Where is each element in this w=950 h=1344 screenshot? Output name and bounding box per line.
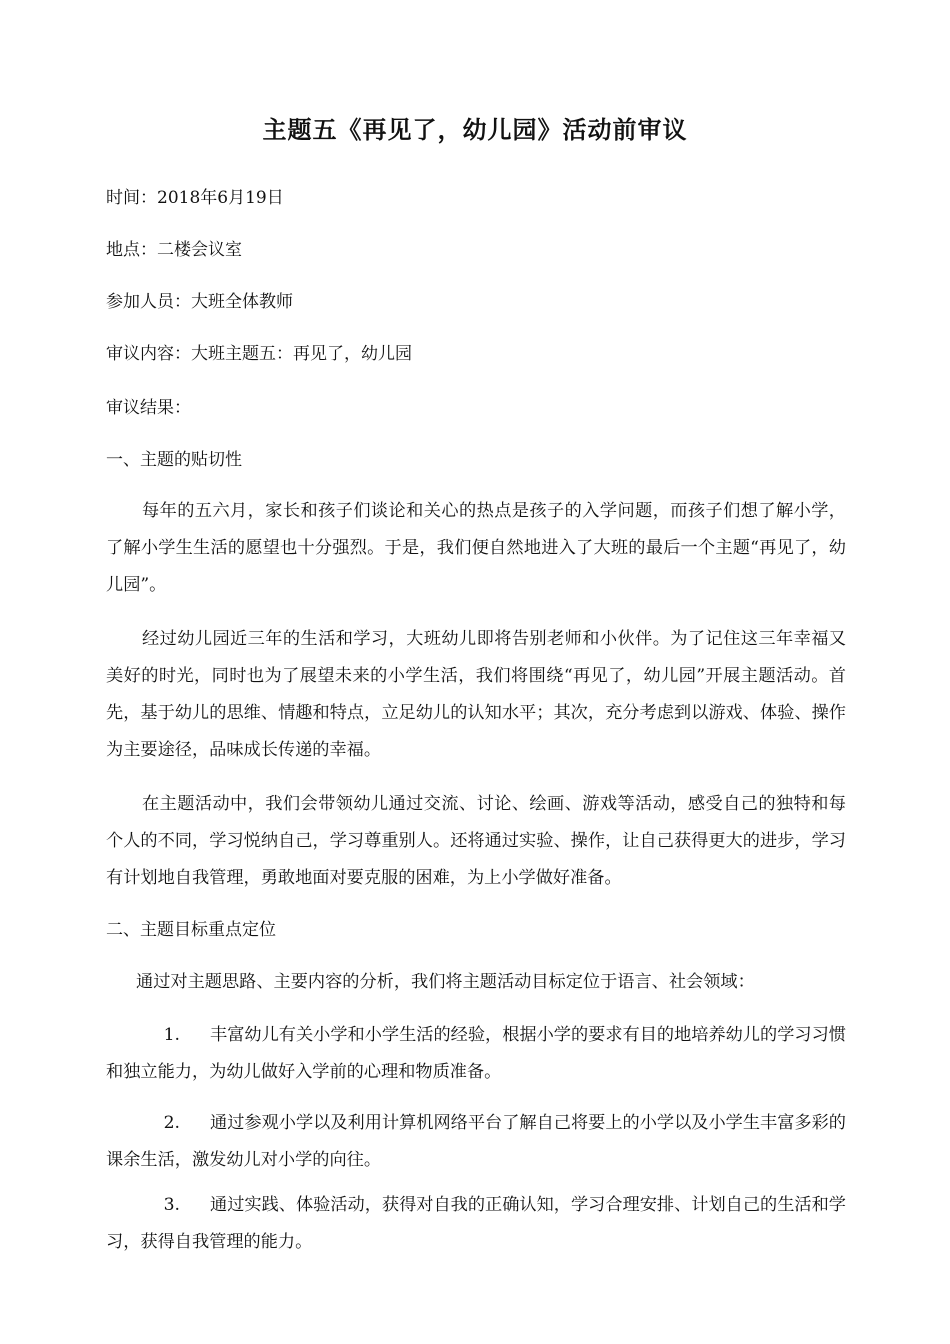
goal-item-1	[106, 1017, 846, 1091]
meeting-content: 审议内容：大班主题五：再见了，幼儿园	[106, 344, 412, 364]
meeting-result-label: 审议结果：	[106, 398, 191, 418]
section-1-paragraph-3: 在主题活动中，我们会带领幼儿通过交流、讨论、绘画、游戏等活动，感受自己的独特和每个人的不同，学习悦纳自己，学习尊重别人。还将通过实验、操作，让自己获得更大的进步，学习有计划地自我管理，勇敢地面对要克服的困难，为上小学做好准备。	[106, 794, 846, 888]
section-2-intro: 通过对主题思路、主要内容的分析，我们将主题活动目标定位于语言、社会领域：	[136, 972, 755, 992]
meeting-time: 时间：2018年6月19日	[106, 188, 284, 208]
goal-number: 3.	[163, 1195, 180, 1215]
goal-text: 通过实践、体验活动，获得对自我的正确认知，学习合理安排、计划自己的生活和学习，获得自我管理的能力。	[106, 1195, 846, 1252]
section-1-paragraph-2: 经过幼儿园近三年的生活和学习，大班幼儿即将告别老师和小伙伴。为了记住这三年幸福又美好的时光，同时也为了展望未来的小学生活，我们将围绕“再见了，幼儿园”开展主题活动。首先，基于幼儿的思维、情趣和特点，立足幼儿的认知水平；其次，充分考虑到以游戏、体验、操作为主要途径，品味成长传递的幸福。	[106, 629, 846, 760]
goal-item-2	[106, 1105, 846, 1179]
goal-text: 丰富幼儿有关小学和小学生活的经验，根据小学的要求有目的地培养幼儿的学习习惯和独立能力，为幼儿做好入学前的心理和物质准备。	[106, 1025, 846, 1082]
meeting-place: 地点：二楼会议室	[106, 240, 242, 260]
meeting-participants: 参加人员：大班全体教师	[106, 292, 293, 312]
section-2-heading: 二、主题目标重点定位	[106, 920, 276, 940]
goal-number: 1.	[163, 1025, 180, 1045]
goal-item-3	[106, 1187, 846, 1261]
section-1-heading: 一、主题的贴切性	[106, 450, 242, 470]
goal-text: 通过参观小学以及利用计算机网络平台了解自己将要上的小学以及小学生丰富多彩的课余生活，激发幼儿对小学的向往。	[106, 1113, 846, 1170]
document-title: 主题五《再见了，幼儿园》活动前审议	[262, 116, 688, 144]
section-1-paragraph-1: 每年的五六月，家长和孩子们谈论和关心的热点是孩子的入学问题，而孩子们想了解小学，了解小学生生活的愿望也十分强烈。于是，我们便自然地进入了大班的最后一个主题“再见了，幼儿园”。	[106, 501, 846, 595]
goal-number: 2.	[163, 1113, 180, 1133]
